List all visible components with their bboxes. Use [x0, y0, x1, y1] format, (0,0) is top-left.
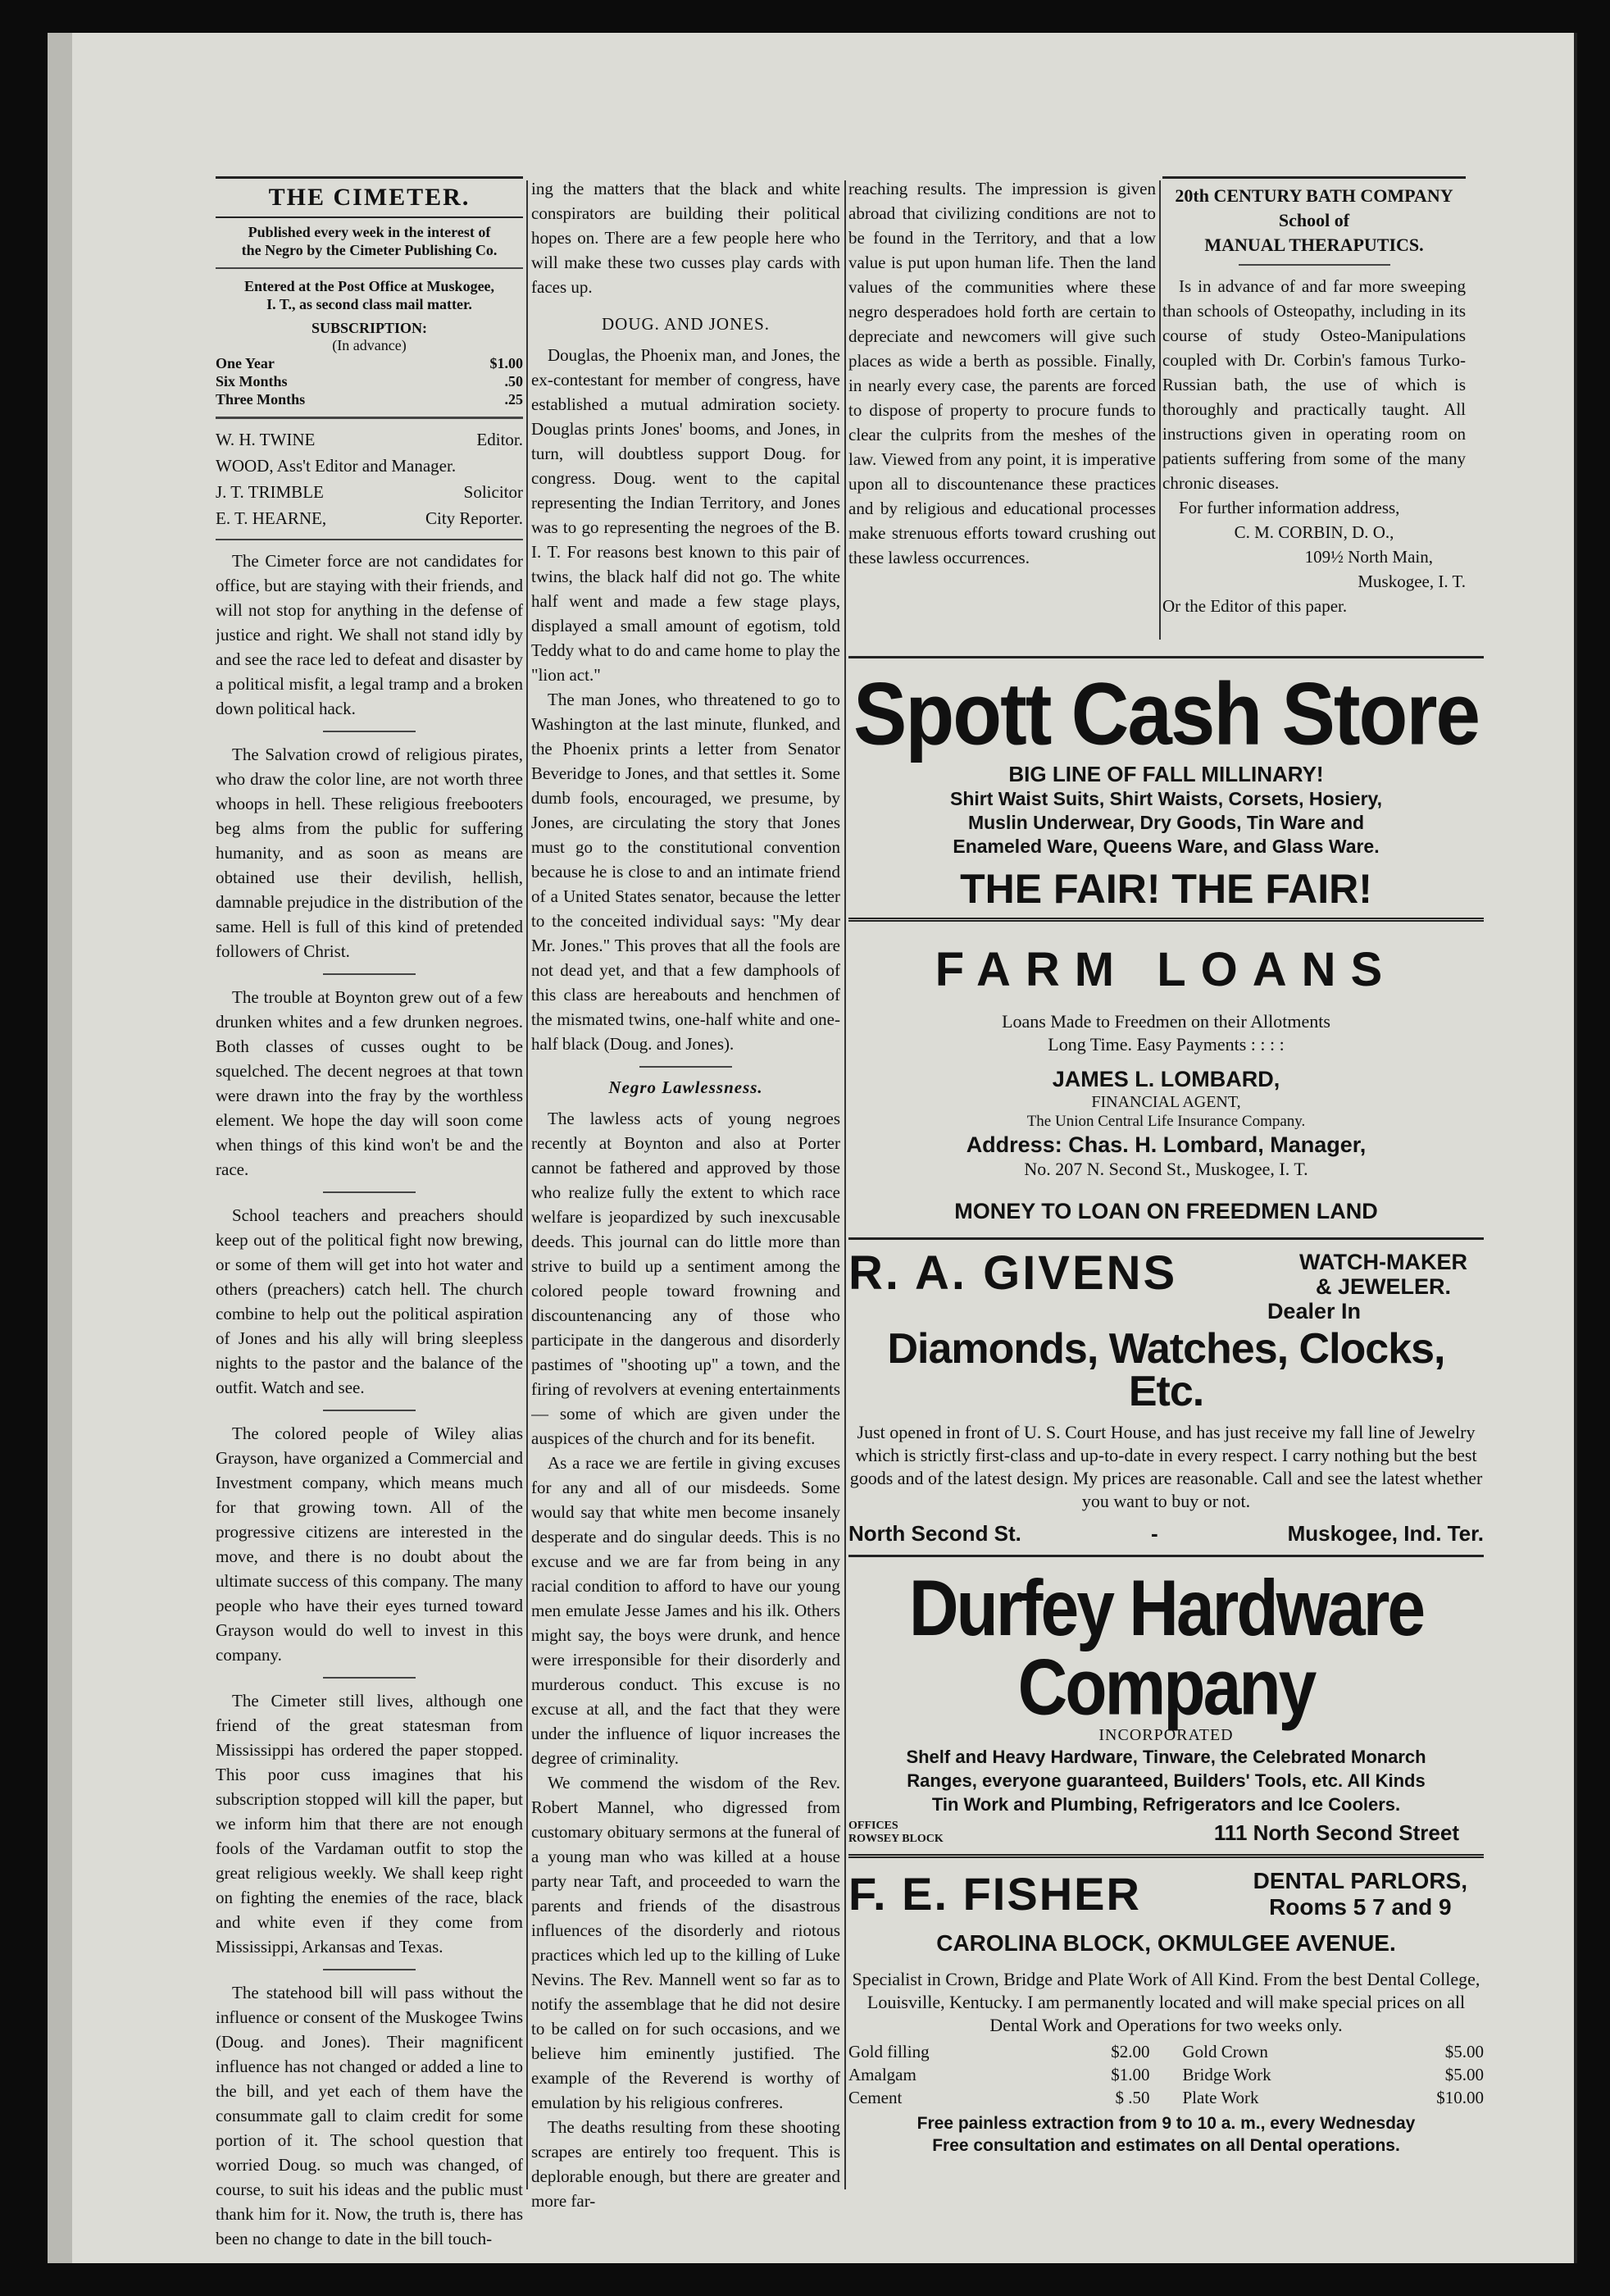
publisher-note — [216, 223, 523, 259]
rate-price: .50 — [504, 373, 523, 390]
fisher-rooms: Rooms 5 7 and 9 — [1269, 1894, 1452, 1920]
article-paragraph: The colored people of Wiley alias Grayson, have organized a Commercial and Investment company, which means much for that growing town. All of the progressive citizens are interested in the move, and there is no doubt about the ultimate success of this company. The many people who have their eyes turned toward Grayson would do well to invest in this company. — [216, 1424, 523, 1665]
loans-company: The Union Central Life Insurance Company. — [1026, 1113, 1306, 1130]
price-row — [1183, 2086, 1485, 2109]
loans-address: Address: Chas. H. Lombard, Manager, — [966, 1132, 1367, 1157]
givens-body: Just opened in front of U. S. Court House, and has just receive my fall line of Jewelry which is strictly first-class and up-to-date in every respect. I carry nothing but the best goods and of the latest design. My prices are reasonable. Call and see the latest whether you want to buy or not. — [849, 1422, 1483, 1511]
entry-note — [216, 277, 523, 313]
article-paragraph: The Salvation crowd of religious pirates, who draw the color line, are not worth three whoops in hell. These religious freebooters beg alms from the public for suffering humanity, and as soon as means are obtained use their devilish, hellish, damnable prejudice in the distribution of the same. Hell is full of this kind of pretended followers of Christ. — [216, 745, 523, 961]
price-value: $5.00 — [1444, 2042, 1484, 2061]
divider — [216, 539, 523, 540]
page-content — [216, 139, 1548, 2248]
fisher-dental-ad — [848, 1854, 1484, 2165]
price-value: $1.00 — [1111, 2065, 1150, 2084]
durfey-body: Tin Work and Plumbing, Refrigerators and Ice Coolers. — [931, 1794, 1401, 1815]
spott-goods: Muslin Underwear, Dry Goods, Tin Ware and — [967, 812, 1365, 833]
publisher-line: the Negro by the Cimeter Publishing Co. — [241, 242, 498, 258]
fisher-body: Specialist in Crown, Bridge and Plate Work of All Kind. From the best Dental College, Louisville, Kentucky. I am permanently located and will make special prices on all Dental Work and Operations for two weeks only. — [852, 1969, 1480, 2035]
spott-slogan: THE FAIR! THE FAIR! — [960, 866, 1372, 912]
durfey-incorporated: INCORPORATED — [1098, 1726, 1234, 1744]
masthead-title: THE CIMETER. — [216, 176, 523, 218]
article-paragraph: School teachers and preachers should keep out of the political fight now brewing, or some of them will get into hot water and others (preachers) catch hell. The church combine to help out the political aspiration of Jones and his ally will bring sleepless nights to the pastor and the balance of the outfit. Watch and see. — [216, 1205, 523, 1397]
price-item: Amalgam — [848, 2065, 916, 2084]
column-rule — [526, 180, 528, 2189]
givens-role: WATCH-MAKER — [1299, 1250, 1467, 1274]
staff-name: W. H. TWINE — [216, 430, 316, 449]
article-heading: DOUG. AND JONES. — [601, 314, 770, 334]
staff-name: J. T. TRIMBLE — [216, 482, 324, 502]
bath-company-address: 109½ North Main, — [1304, 547, 1433, 567]
bath-company-editor: Or the Editor of this paper. — [1162, 596, 1348, 616]
short-divider — [323, 973, 416, 975]
publisher-line: Published every week in the interest of — [248, 224, 491, 240]
article-paragraph: As a race we are fertile in giving excuses for any and all of our misdeeds. Some would say that white men become insanely desperate and do singular deeds. This is no excuse and we are far from being in any racial condition to afford to have our young men emulate Jesse James and his ilk. Others might say, the boys were drunk, and hence were irresponsible for their disorderly and murderous conduct. This excuse is no excuse at all, and the fact that they were under the influence of liquor increases the degree of criminality. — [531, 1453, 840, 1768]
staff-list — [216, 427, 523, 531]
spott-headline: BIG LINE OF FALL MILLINARY! — [1008, 762, 1324, 786]
article-paragraph: The deaths resulting from these shooting scrapes are entirely too frequent. This is deplorable enough, but there are greater and more far- — [531, 2117, 840, 2211]
subscription-title: SUBSCRIPTION: — [311, 320, 428, 336]
loans-agent-name: JAMES L. LOMBARD, — [1052, 1067, 1280, 1091]
givens-address — [848, 1521, 1484, 1547]
durfey-address — [848, 1820, 1484, 1846]
farm-loans-ad — [848, 918, 1484, 1237]
durfey-offices — [848, 1820, 944, 1846]
bath-company-body: Is in advance of and far more sweeping than schools of Osteopathy, including in its course of study Osteo-Manipulations coupled with Dr. Corbin's famous Turko-Russian bath, the use of which is thoroughly and practically taught. All instructions given in operating room on patients suffering from some of the many chronic diseases. — [1162, 276, 1466, 493]
rate-price: $1.00 — [489, 355, 523, 371]
loans-line: Long Time. Easy Payments : : : : — [1048, 1034, 1285, 1055]
fisher-name: F. E. FISHER — [848, 1868, 1141, 1920]
article-heading: Negro Lawlessness. — [608, 1077, 763, 1097]
loans-street: No. 207 N. Second St., Muskogee, I. T. — [1024, 1159, 1308, 1179]
bath-company-city: Muskogee, I. T. — [1358, 572, 1466, 591]
staff-name: E. T. HEARNE, — [216, 508, 327, 528]
article-paragraph: The man Jones, who threatened to go to Washington at the last minute, flunked, and the Phoenix prints a letter from Senator Beveridge to Jones, and that settles it. Some dumb fools, encouraged, we presume, by Jones, are circulating the story that Jones must go to the constitutional convention because he is close to and an intimate friend of a United States senator, because the letter to the conceited individual says: "My dear Mr. Jones." This proves that all the fools are not dead yet, and that a few damphools of this class are hereabouts and henchmen of the mismated twins, one-half white and one-half black (Doug. and Jones). — [531, 690, 840, 1054]
loans-line: Loans Made to Freedmen on their Allotments — [1002, 1011, 1330, 1032]
staff-row — [216, 427, 523, 452]
staff-role: Editor. — [476, 430, 523, 449]
column-3 — [848, 176, 1156, 636]
rate-label: Three Months — [216, 391, 306, 408]
price-item: Gold filling — [848, 2042, 930, 2061]
givens-jeweler-ad — [848, 1237, 1484, 1555]
rate-row — [216, 372, 523, 390]
price-value: $ .50 — [1115, 2088, 1150, 2107]
givens-address-separator: - — [1150, 1521, 1158, 1546]
fisher-block: CAROLINA BLOCK, OKMULGEE AVENUE. — [936, 1930, 1396, 1956]
loans-agent-role: FINANCIAL AGENT, — [1091, 1093, 1241, 1111]
short-divider — [323, 731, 416, 732]
spott-store-name: Spott Cash Store — [853, 663, 1479, 763]
short-divider — [1239, 264, 1390, 266]
givens-name: R. A. GIVENS — [848, 1246, 1178, 1300]
rate-label: Six Months — [216, 373, 288, 390]
fisher-footer: Free painless extraction from 9 to 10 a. m., every Wednesday — [916, 2114, 1416, 2133]
fisher-parlors-title: DENTAL PARLORS, — [1253, 1868, 1467, 1893]
price-value: $2.00 — [1111, 2042, 1150, 2061]
short-divider — [323, 1969, 416, 1970]
fisher-parlors — [1253, 1868, 1484, 1920]
price-value: $5.00 — [1444, 2065, 1484, 2084]
staff-name: WOOD, Ass't Editor and Manager. — [216, 456, 457, 476]
price-row — [848, 2040, 1150, 2063]
article-paragraph: The lawless acts of young negroes recently at Boynton and also at Porter cannot be fathered and approved by those who realize fully the extent to which race welfare is jeopardized by such inexcusable deeds. This journal can do little more than strive to build up a sentiment among the colored people toward frowning and discountenancing any of those who participate in the dangerous and disorderly pastimes of "shooting up" a town, and the firing of revolvers at evening entertainments — some of which are given under the auspices of the church and for its benefit. — [531, 1109, 840, 1448]
givens-city: Muskogee, Ind. Ter. — [1287, 1521, 1484, 1546]
fisher-prices — [848, 2040, 1484, 2109]
divider — [216, 417, 523, 419]
entry-line: Entered at the Post Office at Muskogee, — [243, 278, 495, 294]
givens-header — [848, 1246, 1484, 1300]
subscription-note: (In advance) — [332, 337, 407, 353]
article-paragraph: The Cimeter still lives, although one friend of the great statesman from Mississippi has ordered the paper stopped. This poor cuss imagines that his subscription stopped will kill the paper, but we inform him that there are not enough fools of the Vardaman outfit to stop the great religious weekly. We shall keep right on fighting the enemies of the race, black and white even if they come from Mississippi, Arkansas and Texas. — [216, 1691, 523, 1957]
fisher-prices-left — [848, 2040, 1150, 2109]
divider — [216, 267, 523, 269]
short-divider — [639, 1066, 732, 1068]
column-2 — [531, 176, 840, 2213]
short-divider — [323, 1677, 416, 1679]
staff-role: City Reporter. — [425, 508, 523, 528]
bath-company-ad — [1162, 176, 1466, 643]
bath-company-title: 20th CENTURY BATH COMPANY — [1175, 185, 1453, 206]
short-divider — [323, 1410, 416, 1411]
price-item: Gold Crown — [1182, 2042, 1268, 2061]
article-paragraph: reaching results. The impression is given abroad that civilizing conditions are not to be found in the Territory, and that a low value is put upon human life. Then the land values of the communities where these negro desperadoes hold forth are certain to depreciate and newcomers will give such places as wide a berth as possible. Finally, in nearly every case, the parents are forced to dispose of property to procure funds to clear the culprits from the meshes of the law. Viewed from any point, it is imperative upon all to discountenance these practices and by religious and educational processes make strenuous efforts toward crushing out these lawless occurrences. — [848, 179, 1156, 567]
page-gutter — [48, 33, 72, 2263]
article-paragraph: The statehood bill will pass without the influence or consent of the Muskogee Twins (Doug. and Jones). Their magnificent influence has not changed or added a line to the bill, and yet each of them have the consummate gall to claim credit for some portion of it. The school question that worried Doug. so much was changed, of course, to suit his ideas and the public must thank him for it. Now, the truth is, there has been no change to date in the bill touch- — [216, 1983, 523, 2248]
staff-row — [216, 480, 523, 504]
price-item: Cement — [848, 2088, 903, 2107]
givens-goods: Diamonds, Watches, Clocks, Etc. — [887, 1325, 1445, 1415]
price-row — [848, 2063, 1150, 2086]
article-paragraph: The trouble at Boynton grew out of a few drunken whites and a few drunken negroes. Both classes of cusses ought to be squelched. The decent negroes at that town were drawn into the fray by the worthless element. We hope the day will soon come when things of this kind won't be and the race. — [216, 987, 523, 1179]
article-paragraph: We commend the wisdom of the Rev. Robert Mannel, who digressed from customary obituary sermons at the funeral of a young man who was killed at a house party near Taft, and proceeded to warn the parents and friends of the disastrous influences of the disorderly and riotous practices which led up to the killing of Luke Nevins. The Rev. Mannell went so far as to notify the assemblage that he did not desire to be called on for such occasions, and we believe him eminently justified. The example of the Reverend is worthy of emulation by his religious confreres. — [531, 1773, 840, 2112]
givens-street: North Second St. — [848, 1521, 1021, 1546]
price-row — [848, 2086, 1150, 2109]
article-paragraph: ing the matters that the black and white conspirators are building their political hopes on. There are a few people here who will make these two cusses play cards with faces up. — [531, 179, 840, 297]
staff-row — [216, 453, 523, 478]
staff-row — [216, 506, 523, 531]
durfey-offices-label: OFFICES — [848, 1820, 898, 1832]
rates-list — [216, 354, 523, 408]
advertisements — [848, 656, 1484, 2165]
durfey-hardware-ad — [848, 1555, 1484, 1854]
column-1 — [216, 176, 523, 2251]
price-item: Bridge Work — [1182, 2065, 1271, 2084]
price-item: Plate Work — [1182, 2088, 1259, 2107]
rate-row — [216, 354, 523, 372]
price-row — [1183, 2040, 1485, 2063]
loans-footer: MONEY TO LOAN ON FREEDMEN LAND — [954, 1199, 1378, 1223]
staff-role: Solicitor — [463, 482, 523, 502]
spott-goods: Shirt Waist Suits, Shirt Waists, Corsets, Hosiery, — [950, 788, 1382, 809]
column-rule — [844, 180, 846, 2189]
durfey-body: Shelf and Heavy Hardware, Tinware, the Celebrated Monarch — [906, 1747, 1426, 1767]
rate-label: One Year — [216, 355, 275, 371]
durfey-body: Ranges, everyone guaranteed, Builders' Tools, etc. All Kinds — [907, 1770, 1426, 1791]
durfey-name: Durfey Hardware Company — [908, 1563, 1424, 1732]
fisher-header — [848, 1868, 1484, 1920]
fisher-prices-right — [1183, 2040, 1485, 2109]
price-value: $10.00 — [1436, 2088, 1484, 2107]
entry-line: I. T., as second class mail matter. — [266, 296, 472, 312]
page-edge — [1574, 33, 1577, 2263]
article-paragraph: The Cimeter force are not candidates for office, but are staying with their friends, and will not stop for anything in the defense of justice and right. We shall not stand idly by and see the race led to defeat and disaster by a political misfit, a legal tramp and a broken down political hack. — [216, 551, 523, 718]
durfey-offices-block: ROWSEY BLOCK — [848, 1833, 944, 1845]
bath-company-school: MANUAL THERAPUTICS. — [1204, 235, 1424, 255]
bath-company-contact: C. M. CORBIN, D. O., — [1234, 522, 1394, 542]
durfey-street: 111 North Second Street — [1213, 1820, 1459, 1845]
bath-company-info: For further information address, — [1179, 498, 1400, 517]
fisher-footer: Free consultation and estimates on all Dental operations. — [932, 2136, 1400, 2155]
column-rule — [1159, 180, 1161, 640]
farm-loans-title: FARM LOANS — [935, 943, 1398, 996]
rate-price: .25 — [504, 391, 523, 408]
price-row — [1183, 2063, 1485, 2086]
spott-cash-store-ad — [848, 656, 1484, 918]
short-divider — [323, 1191, 416, 1193]
spott-goods: Enameled Ware, Queens Ware, and Glass Ware. — [953, 836, 1380, 857]
givens-role: & JEWELER. — [1316, 1274, 1452, 1299]
givens-dealer: Dealer In — [1267, 1299, 1361, 1323]
rate-row — [216, 390, 523, 408]
bath-company-subtitle: School of — [1278, 210, 1350, 230]
newspaper-page — [48, 33, 1577, 2263]
article-paragraph: Douglas, the Phoenix man, and Jones, the ex-contestant for member of congress, have established a mutual admiration society. Douglas prints Jones' booms, and Jones, in turn, will doubtless support Doug. for congress. Doug. went to the capital representing the Indian Territory, and Jones was to go representing the negroes of the B. I. T. For reasons best known to this pair of twins, the black half did not go. The white half went and made a few stage plays, displayed a small amount of egotism, told Teddy what to do and came home to play the "lion act." — [531, 345, 840, 685]
givens-roles — [1299, 1250, 1484, 1299]
